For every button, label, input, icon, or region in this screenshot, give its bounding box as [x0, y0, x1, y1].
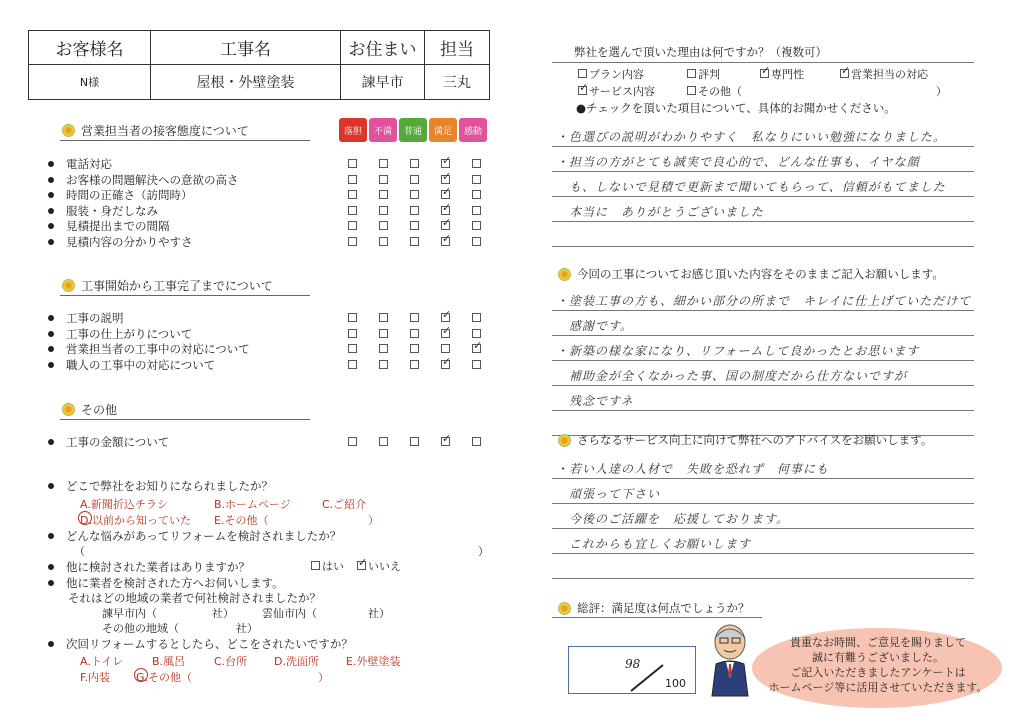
customer-info-table: [28, 30, 490, 100]
rating-checkbox[interactable]: [348, 175, 357, 184]
q4-subtext: それはどの地域の業者で何社検討されましたか？: [68, 591, 321, 605]
survey-row-label: 見積提出までの間隔: [66, 219, 170, 233]
bullet: [48, 223, 54, 229]
section1-title: 営業担当者の接客態度について: [81, 124, 249, 138]
q5-option-b: B.風呂: [152, 655, 186, 668]
survey-row-label: お客様の問題解決への意欲の高さ: [66, 172, 239, 187]
handwritten-line: 頑張って下さい: [556, 487, 661, 501]
bullet: [48, 362, 54, 368]
q1-option-b: B.ホームページ: [214, 498, 291, 511]
score-max: 100: [665, 677, 686, 690]
reason-service-label: サービス内容: [589, 85, 655, 98]
rating-checkbox[interactable]: [348, 237, 357, 246]
survey-row: [48, 357, 215, 373]
survey-row-label: 職人の工事中の対応について: [66, 357, 216, 372]
question-3: [48, 559, 250, 575]
reason-title-line: [552, 62, 974, 63]
handwritten-line: 感謝です。: [556, 319, 634, 333]
rating-checkbox[interactable]: [441, 313, 450, 322]
question-3-text: 他に検討された業者はありますか？: [66, 560, 250, 574]
handwritten-line: ・新築の様な家になり、リフォームして良かったとお思います: [556, 344, 920, 358]
writing-line: [552, 360, 974, 361]
q3-no-checkbox[interactable]: [357, 561, 366, 570]
q1-option-e: E.その他（: [214, 514, 269, 527]
score-slash: [627, 663, 667, 693]
q1-option-c: C.ご紹介: [322, 498, 367, 511]
q5-option-e: E.外壁塗装: [346, 655, 401, 668]
handwritten-line: も、しないで見積で更新まで聞いてもらって、信頼がもてました: [556, 180, 946, 194]
rating-checkbox[interactable]: [441, 360, 450, 369]
q4-area-isahaya-count: 社）: [212, 607, 234, 620]
rating-checkbox[interactable]: [348, 313, 357, 322]
q3-yes-checkbox[interactable]: [311, 561, 320, 570]
survey-row: [48, 434, 169, 450]
rating-checkbox[interactable]: [441, 206, 450, 215]
rating-checkbox[interactable]: [441, 344, 450, 353]
question-2-text: どんな悩みがあってリフォームを検討されましたか？: [66, 529, 342, 543]
flower-icon: [62, 279, 75, 292]
rating-checkbox[interactable]: [379, 190, 388, 199]
q1-option-d: D.以前から知っていた: [80, 514, 191, 527]
bullet: [48, 192, 54, 198]
writing-line: [552, 503, 974, 504]
rating-checkbox[interactable]: [441, 175, 450, 184]
writing-line: [552, 221, 974, 222]
survey-row: [48, 203, 158, 219]
handwritten-line: ・色選びの説明がわかりやすく 私なりにいい勉強になりました。: [556, 130, 947, 144]
rating-checkbox[interactable]: [348, 221, 357, 230]
rating-checkbox[interactable]: [472, 190, 481, 199]
rating-checkbox[interactable]: [472, 237, 481, 246]
flower-icon: [62, 124, 75, 137]
q2-open-paren: （: [74, 545, 85, 558]
flower-icon: [558, 434, 571, 447]
rating-checkbox[interactable]: [379, 313, 388, 322]
writing-line: [552, 553, 974, 554]
writing-line: [552, 478, 974, 479]
handwritten-line: 今後のご活躍を 応援しております。: [556, 512, 790, 526]
rating-checkbox[interactable]: [410, 206, 419, 215]
flower-icon: [558, 268, 571, 281]
rating-checkbox[interactable]: [441, 329, 450, 338]
rating-label-4: 満足: [429, 118, 457, 142]
reason-other-label: その他（: [698, 85, 742, 98]
survey-row-label: 工事の金額について: [66, 435, 170, 449]
rating-checkbox[interactable]: [379, 175, 388, 184]
rating-checkbox[interactable]: [379, 159, 388, 168]
survey-row-label: 見積内容の分かりやすさ: [66, 234, 193, 249]
handwritten-line: 補助金が全くなかった事、国の制度だから仕方ないですが: [556, 369, 908, 383]
q5-option-a: A.トイレ: [80, 655, 124, 668]
handwritten-line: ・塗装工事の方も、細かい部分の所まで キレイに仕上げていただけて: [556, 294, 972, 308]
writing-line: [552, 410, 974, 411]
reason-sales-label: 営業担当の対応: [851, 68, 928, 81]
q5-option-d: D.洗面所: [274, 655, 319, 668]
header-customer-label: お客様名: [29, 31, 151, 65]
bullet: [48, 439, 54, 445]
writing-line: [552, 528, 974, 529]
reason-service-checkbox[interactable]: [578, 86, 587, 95]
rating-checkbox[interactable]: [472, 329, 481, 338]
q1-option-a: A.新聞折込チラシ: [80, 498, 168, 511]
rating-checkbox[interactable]: [472, 159, 481, 168]
section2-header: [62, 277, 273, 294]
q4-area-other-count: 社）: [236, 622, 258, 635]
writing-line: [552, 246, 974, 247]
handwritten-line: 残念ですネ: [556, 394, 634, 408]
rating-checkbox[interactable]: [410, 159, 419, 168]
q5-option-c: C.台所: [214, 655, 248, 668]
rating-checkbox[interactable]: [379, 221, 388, 230]
thanks-text: 誠に有難うございました。: [812, 651, 944, 664]
score-header: [558, 600, 750, 616]
rating-checkbox[interactable]: [410, 360, 419, 369]
reason-sales-checkbox[interactable]: [840, 69, 849, 78]
rating-checkbox[interactable]: [410, 313, 419, 322]
address: 諫早市: [341, 65, 425, 99]
rating-checkbox[interactable]: [410, 329, 419, 338]
reason-other-checkbox[interactable]: [687, 86, 696, 95]
question-1-text: どこで弊社をお知りになられましたか？: [66, 479, 273, 493]
rating-checkbox[interactable]: [410, 344, 419, 353]
handwritten-line: ・担当の方がとても誠実で良心的で、どんな仕事も、イヤな顔: [556, 155, 920, 169]
question-1: [48, 478, 273, 494]
header-staff-label: 担当: [425, 31, 489, 65]
reason-expertise-checkbox[interactable]: [760, 69, 769, 78]
survey-row: [48, 234, 193, 250]
survey-row: [48, 187, 193, 203]
rating-label-3: 普通: [399, 118, 427, 142]
header-work-label: 工事名: [151, 31, 341, 65]
survey-row: [48, 156, 112, 172]
flower-icon: [558, 602, 571, 615]
q4-area-unzen: 雲仙市内（: [262, 607, 317, 620]
reason-reputation-label: 評判: [698, 68, 720, 81]
reason-reputation-checkbox[interactable]: [687, 69, 696, 78]
reason-title: 弊社を選んで頂いた理由は何ですか？（複数可）: [574, 45, 827, 59]
q5-selected-circle: [134, 668, 148, 682]
question-4-text: 他に業者を検討された方へお伺いします。: [66, 576, 284, 590]
survey-row: [48, 218, 170, 234]
section3-header: [62, 401, 117, 418]
handwritten-line: これからも宜しくお願いします: [556, 537, 752, 551]
rating-checkbox[interactable]: [348, 344, 357, 353]
rating-checkbox[interactable]: [410, 190, 419, 199]
bullet: [48, 315, 54, 321]
customer-name: N様: [29, 65, 151, 99]
rating-checkbox[interactable]: [472, 221, 481, 230]
survey-row-label: 電話対応: [66, 157, 112, 171]
bullet: [48, 346, 54, 352]
rating-checkbox[interactable]: [379, 360, 388, 369]
survey-row-label: 服装・身だしなみ: [66, 203, 158, 218]
rating-label-5: 感動: [459, 118, 487, 142]
reason-note: ●チェックを頂いた項目について、具体的お聞かせください。: [576, 101, 896, 115]
survey-row-label: 工事の説明: [66, 311, 124, 325]
rating-checkbox[interactable]: [472, 206, 481, 215]
rating-checkbox[interactable]: [472, 175, 481, 184]
section2-underline: [60, 295, 310, 296]
staff-mascot-illustration: [706, 622, 754, 698]
rating-checkbox[interactable]: [472, 360, 481, 369]
survey-row-label: 工事の仕上がりについて: [66, 326, 193, 341]
q3-yes-label: はい: [322, 560, 344, 573]
q5-option-g-close: ）: [318, 671, 329, 684]
bullet: [48, 239, 54, 245]
q5-option-f: F.内装: [80, 671, 111, 684]
rating-checkbox[interactable]: [348, 206, 357, 215]
survey-row-label: 営業担当者の工事中の対応について: [66, 342, 250, 356]
rating-checkbox[interactable]: [379, 437, 388, 446]
writing-line: [552, 310, 974, 311]
staff-name: 三丸: [443, 75, 471, 91]
question-2: [48, 528, 341, 544]
reason-plan-checkbox[interactable]: [578, 69, 587, 78]
q5-option-g: G.その他（: [136, 671, 193, 684]
section1-underline: [60, 140, 310, 141]
thanks-text: ご記入いただきましたアンケートは: [790, 666, 966, 679]
rating-checkbox[interactable]: [441, 237, 450, 246]
bullet: [48, 177, 54, 183]
rating-checkbox[interactable]: [472, 437, 481, 446]
writing-line: [552, 146, 974, 147]
bullet: [48, 208, 54, 214]
q4-area-isahaya: 諫早市内（: [102, 607, 157, 620]
q3-no-label: いいえ: [368, 560, 401, 573]
q1-option-e-close: ）: [368, 514, 379, 527]
rating-checkbox[interactable]: [348, 360, 357, 369]
rating-checkbox[interactable]: [472, 313, 481, 322]
thanks-text: 貴重なお時間、ご意見を賜りまして: [790, 636, 966, 649]
rating-checkbox[interactable]: [348, 329, 357, 338]
reason-plan-label: プラン内容: [589, 68, 644, 81]
thanks-text: ホームページ等に活用させていただきます。: [768, 681, 988, 694]
survey-row: [48, 326, 192, 342]
rating-checkbox[interactable]: [472, 344, 481, 353]
bullet: [48, 161, 54, 167]
rating-checkbox[interactable]: [379, 237, 388, 246]
rating-checkbox[interactable]: [441, 159, 450, 168]
handwritten-line: 本当に ありがとうございました: [556, 205, 765, 219]
bullet: [48, 331, 54, 337]
writing-line: [552, 171, 974, 172]
q4-area-unzen-count: 社）: [368, 607, 390, 620]
score-value: 98: [625, 657, 641, 671]
handwritten-line: ・若い人達の人材で 失敗を恐れず 何事にも: [556, 462, 830, 476]
writing-line: [552, 578, 974, 579]
score-title-line: [552, 617, 762, 618]
rating-checkbox[interactable]: [441, 437, 450, 446]
score-box: [568, 646, 696, 694]
rating-label-1: 落胆: [339, 118, 367, 142]
question-4: [48, 575, 284, 591]
rating-checkbox[interactable]: [379, 344, 388, 353]
q1-selected-circle: [78, 511, 92, 525]
rating-checkbox[interactable]: [379, 206, 388, 215]
rating-checkbox[interactable]: [410, 237, 419, 246]
section3-underline: [60, 419, 310, 420]
rating-checkbox[interactable]: [410, 221, 419, 230]
score-title: 総評：満足度は何点でしょうか？: [577, 601, 750, 615]
rating-checkbox[interactable]: [441, 221, 450, 230]
rating-checkbox[interactable]: [441, 190, 450, 199]
survey-row: [48, 341, 250, 357]
question-5: [48, 636, 353, 652]
section3-title: その他: [81, 403, 118, 417]
flower-icon: [62, 403, 75, 416]
rating-checkbox[interactable]: [348, 159, 357, 168]
writing-line: [552, 196, 974, 197]
section2-title: 工事開始から工事完了までについて: [81, 279, 273, 293]
rating-checkbox[interactable]: [348, 190, 357, 199]
writing-line: [552, 335, 974, 336]
impression-title: 今回の工事についてお感じ頂いた内容をそのままご記入お願いします。: [577, 267, 944, 281]
header-address-label: お住まい: [341, 31, 425, 65]
impression-header: [558, 266, 944, 282]
rating-checkbox[interactable]: [348, 437, 357, 446]
rating-label-2: 不満: [369, 118, 397, 142]
reason-expertise-label: 専門性: [771, 68, 804, 81]
advice-header: [558, 432, 932, 448]
rating-checkbox[interactable]: [379, 329, 388, 338]
survey-row: [48, 310, 124, 326]
question-5-text: 次回リフォームするとしたら、どこをされたいですか？: [66, 637, 353, 651]
reason-other-close: ）: [936, 85, 947, 98]
rating-checkbox[interactable]: [410, 437, 419, 446]
survey-row: [48, 172, 239, 188]
work-name: 屋根・外壁塗装: [151, 65, 341, 99]
section1-header: [62, 122, 249, 139]
writing-line: [552, 385, 974, 386]
q4-area-other: その他の地域（: [102, 622, 179, 635]
advice-title: さらなるサービス向上に向けて弊社へのアドバイスをお願いします。: [577, 433, 933, 447]
q2-close-paren: ）: [478, 545, 489, 558]
rating-checkbox[interactable]: [410, 175, 419, 184]
survey-row-label: 時間の正確さ（訪問時）: [66, 188, 193, 202]
